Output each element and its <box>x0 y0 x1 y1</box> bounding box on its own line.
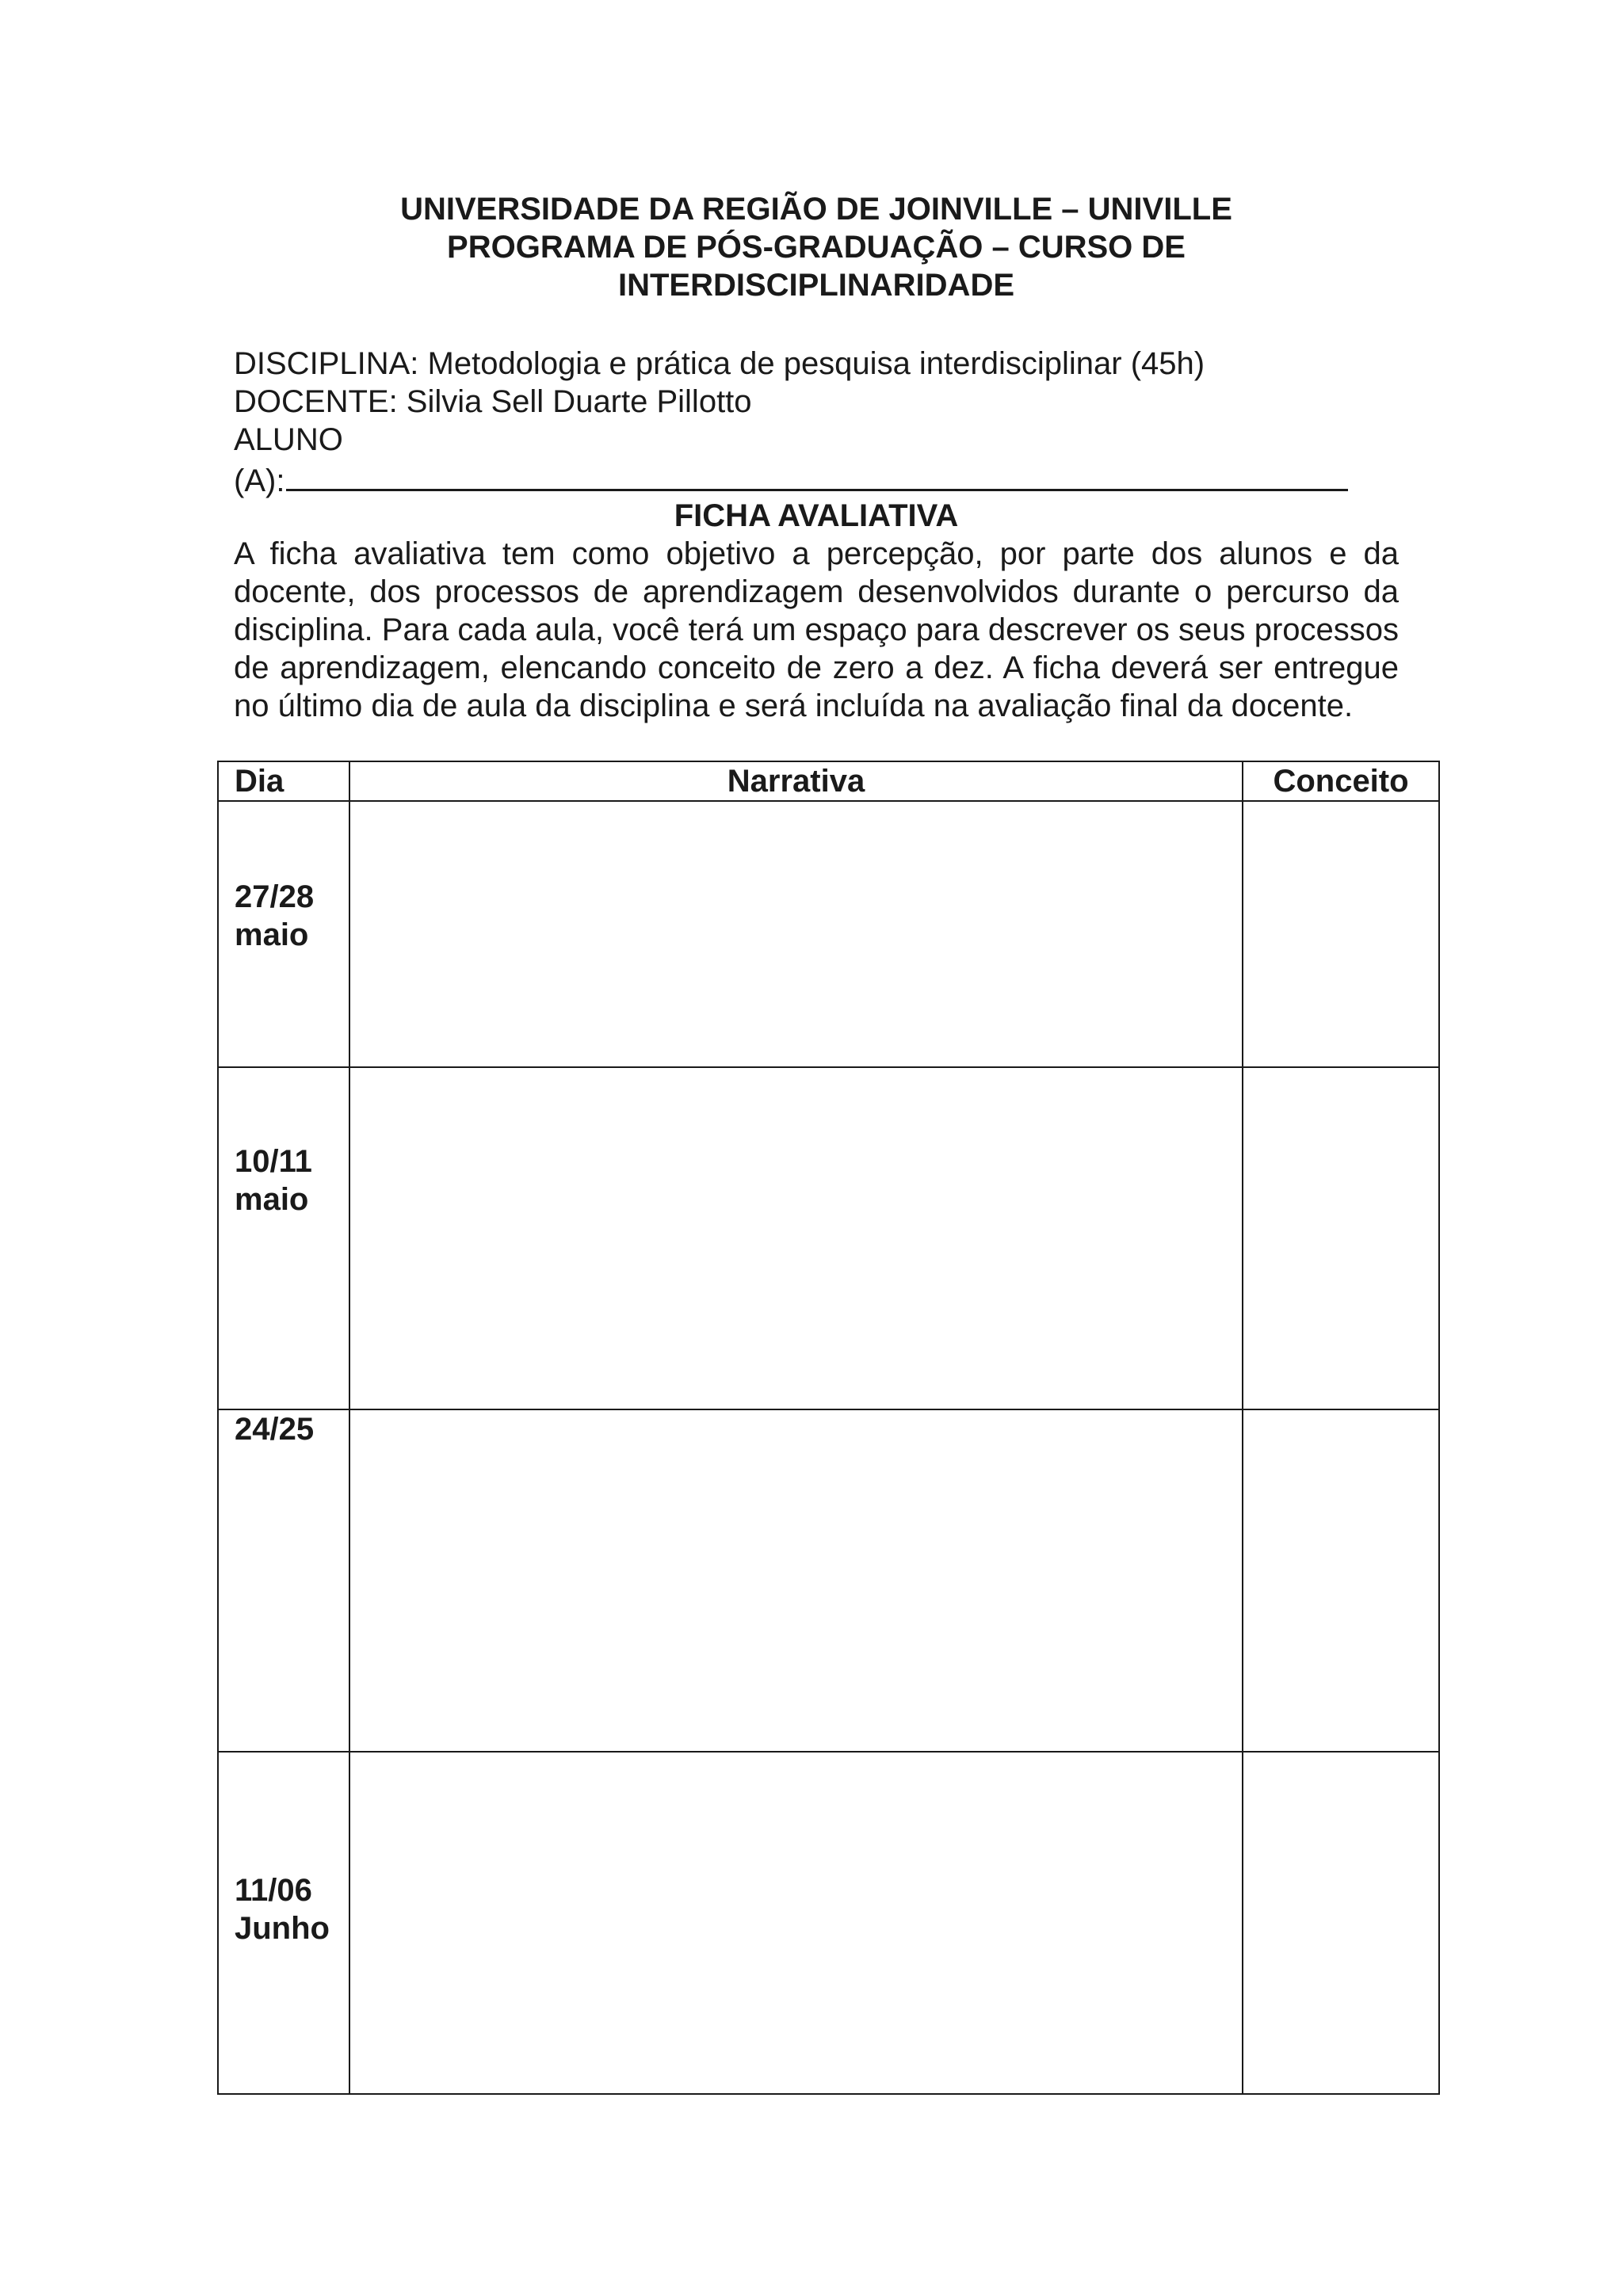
day-cell <box>218 1752 349 2094</box>
header-conceito: Conceito <box>1243 761 1439 801</box>
table-header-row <box>218 761 1439 801</box>
day-cell <box>218 1067 349 1409</box>
day-month: maio <box>235 917 309 952</box>
table-row <box>218 801 1439 1067</box>
header-dia: Dia <box>218 761 349 801</box>
header-course: INTERDISCIPLINARIDADE <box>617 268 1015 303</box>
concept-cell[interactable] <box>1243 1409 1439 1752</box>
day-cell <box>218 1409 349 1752</box>
evaluation-table <box>217 761 1440 2095</box>
day-date: 11/06 <box>235 1873 312 1908</box>
narrative-cell[interactable] <box>349 1409 1243 1752</box>
table-row <box>218 1067 1439 1409</box>
header-program: PROGRAMA DE PÓS-GRADUAÇÃO – CURSO DE <box>447 230 1186 265</box>
student-line <box>234 459 1399 500</box>
day-cell <box>218 801 349 1067</box>
narrative-cell[interactable] <box>349 1067 1243 1409</box>
day-month: Junho <box>235 1911 330 1946</box>
header-university: UNIVERSIDADE DA REGIÃO DE JOINVILLE – UNIVILLE <box>400 192 1232 227</box>
document-header <box>234 190 1399 304</box>
narrative-cell[interactable] <box>349 801 1243 1067</box>
student-name-blank[interactable] <box>286 459 1348 491</box>
discipline-line: DISCIPLINA: Metodologia e prática de pesquisa interdisciplinar (45h) <box>234 346 1205 381</box>
day-date: 10/11 <box>235 1144 312 1179</box>
student-suffix: (A): <box>234 463 285 498</box>
form-title: FICHA AVALIATIVA <box>674 498 959 533</box>
day-date: 27/28 <box>235 879 315 914</box>
course-info <box>234 345 1399 500</box>
concept-cell[interactable] <box>1243 1752 1439 2094</box>
narrative-cell[interactable] <box>349 1752 1243 2094</box>
intro-paragraph: A ficha avaliativa tem como objetivo a percepção, por parte dos alunos e da docente, dos processos de aprendizagem desenvolvidos durante o percurso da disciplina. Para cada aula, você terá um espaço para descrever os seus processos de aprendizagem, elencando conceito de zero a dez. A ficha deverá ser entregue no último dia de aula da disciplina e será incluída na avaliação final da docente. <box>234 536 1399 723</box>
table-row <box>218 1409 1439 1752</box>
day-month: maio <box>235 1182 309 1217</box>
teacher-line: DOCENTE: Silvia Sell Duarte Pillotto <box>234 384 752 419</box>
concept-cell[interactable] <box>1243 1067 1439 1409</box>
concept-cell[interactable] <box>1243 801 1439 1067</box>
day-date: 24/25 <box>235 1412 315 1447</box>
table-row <box>218 1752 1439 2094</box>
header-narrativa: Narrativa <box>349 761 1243 801</box>
student-label: ALUNO <box>234 422 343 457</box>
